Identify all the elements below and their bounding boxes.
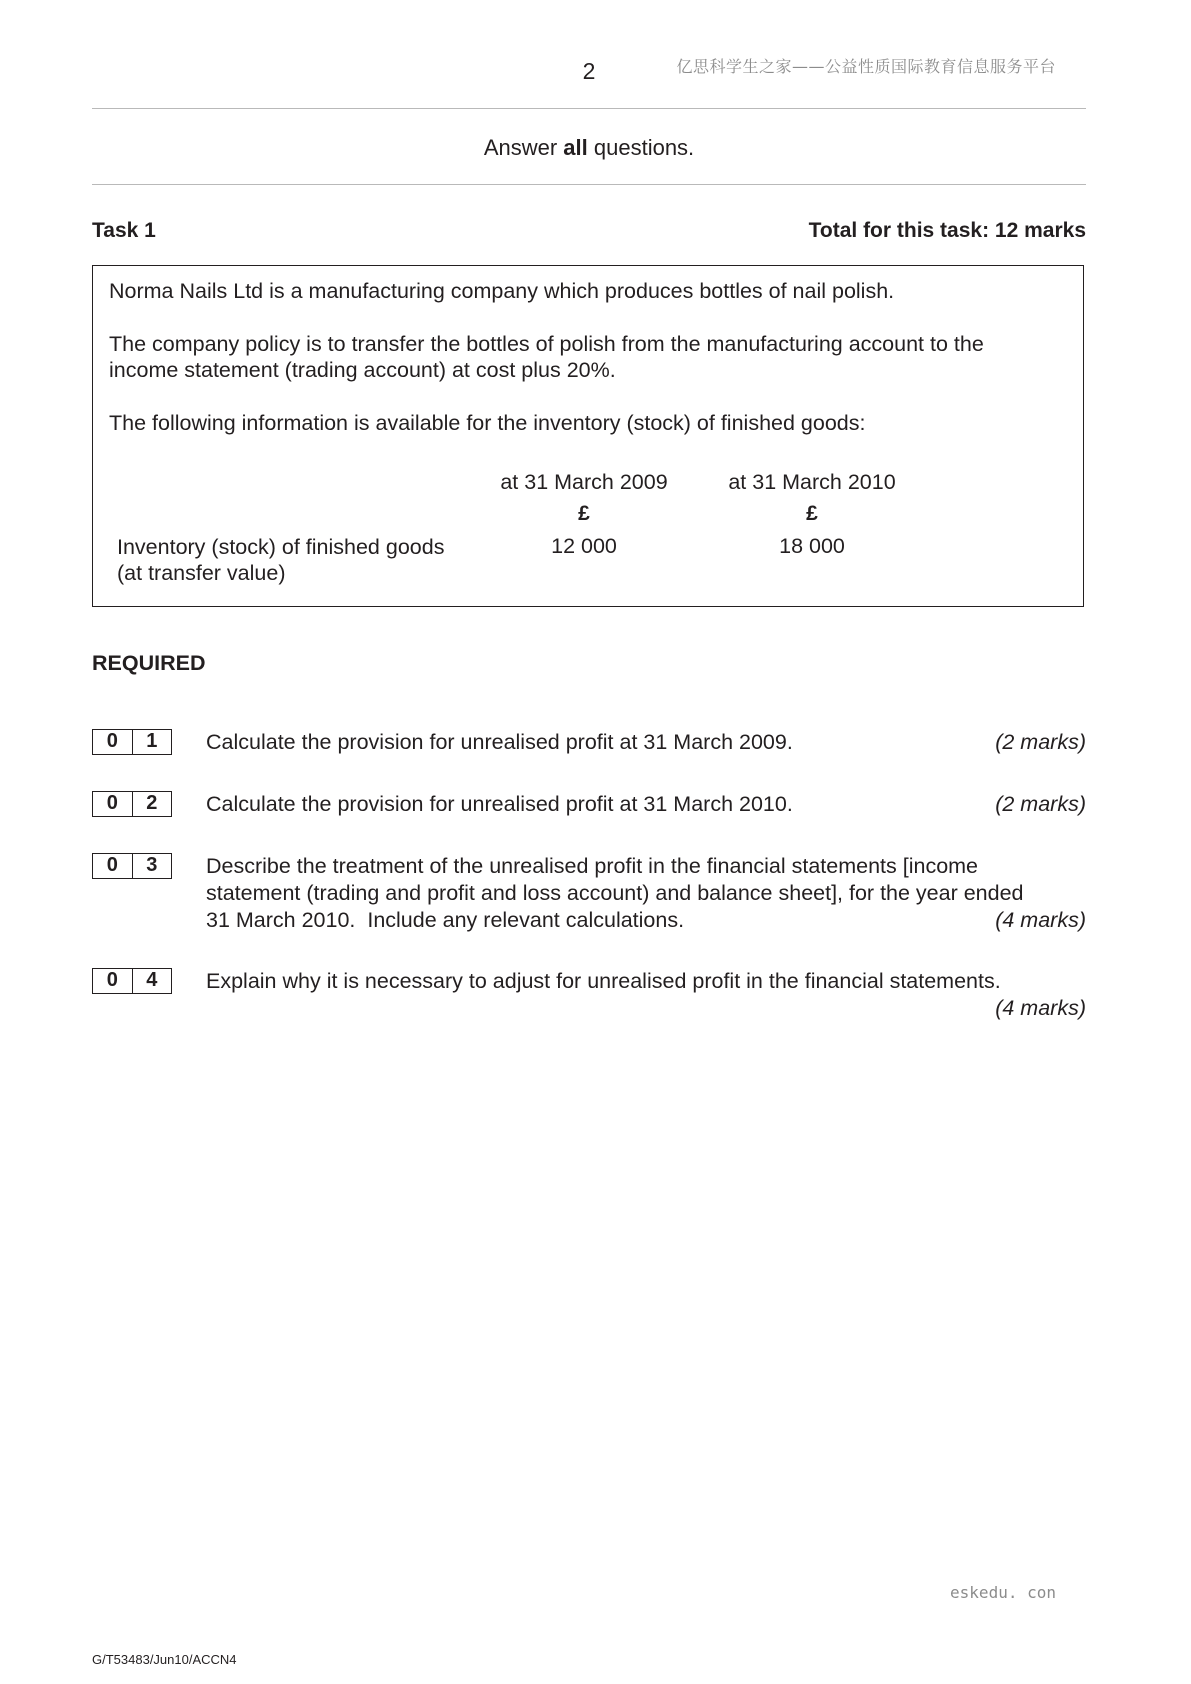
paper-reference-code: G/T53483/Jun10/ACCN4 (92, 1652, 237, 1667)
question-marks: (2 marks) (995, 792, 1086, 816)
info-paragraph-2-line-1: The company policy is to transfer the bottles of polish from the manufacturing account to the (109, 332, 984, 356)
question-text: Explain why it is necessary to adjust for unrealised profit in the financial statements. (206, 969, 1001, 993)
question-marks: (2 marks) (995, 730, 1086, 754)
question-number-digit: 0 (106, 792, 118, 814)
table-value-2010: 18 000 (779, 534, 845, 558)
header-rule (92, 108, 1086, 109)
instruction-text-bold: all (563, 135, 588, 160)
question-text: Calculate the provision for unrealised profit at 31 March 2010. (206, 792, 793, 816)
question-number-digit: 1 (132, 730, 172, 754)
question-text-line-2: statement (trading and profit and loss account) and balance sheet], for the year ended (206, 881, 1024, 905)
required-heading: REQUIRED (92, 651, 206, 675)
instruction-text-after: questions. (587, 135, 695, 160)
question-text-line-3: 31 March 2010. Include any relevant calculations. (206, 908, 685, 932)
table-header-2010: at 31 March 2010 (728, 470, 896, 494)
instruction-line (92, 135, 1086, 161)
question-number-box-04 (92, 968, 172, 994)
table-row-label-line-2: (at transfer value) (117, 561, 286, 585)
instruction-text-before: Answer (483, 135, 564, 160)
question-marks: (4 marks) (995, 908, 1086, 932)
question-04 (206, 968, 1086, 1022)
question-number-digit: 3 (132, 854, 172, 878)
info-paragraph-2-line-2: income statement (trading account) at cost plus 20%. (109, 358, 616, 382)
info-paragraph-3: The following information is available for the inventory (stock) of finished goods: (109, 411, 866, 435)
question-number-digit: 2 (132, 792, 172, 816)
question-number-digit: 4 (132, 969, 172, 993)
footer-watermark: eskedu. con (950, 1583, 1056, 1602)
question-number-box-03 (92, 853, 172, 879)
table-value-2009: 12 000 (551, 534, 617, 558)
question-text-line-1: Describe the treatment of the unrealised profit in the financial statements [income (206, 854, 979, 878)
header-watermark: 亿思科学生之家——公益性质国际教育信息服务平台 (676, 57, 1056, 76)
question-number-digit: 0 (106, 969, 118, 991)
table-currency-2009: £ (578, 502, 590, 525)
question-02 (206, 791, 1086, 818)
page-number: 2 (582, 58, 596, 84)
instruction-rule (92, 184, 1086, 185)
table-currency-2010: £ (806, 502, 818, 525)
question-marks: (4 marks) (995, 996, 1086, 1020)
task-label: Task 1 (92, 219, 156, 242)
question-01 (206, 729, 1086, 756)
table-row-label-line-1: Inventory (stock) of finished goods (117, 535, 445, 559)
question-number-box-01 (92, 729, 172, 755)
table-header-2009: at 31 March 2009 (500, 470, 668, 494)
question-number-digit: 0 (106, 854, 118, 876)
info-paragraph-1: Norma Nails Ltd is a manufacturing company which produces bottles of nail polish. (109, 279, 895, 303)
question-text: Calculate the provision for unrealised profit at 31 March 2009. (206, 730, 793, 754)
question-03 (206, 853, 1086, 934)
task-total: Total for this task: 12 marks (808, 219, 1086, 242)
question-number-box-02 (92, 791, 172, 817)
question-number-digit: 0 (106, 730, 118, 752)
